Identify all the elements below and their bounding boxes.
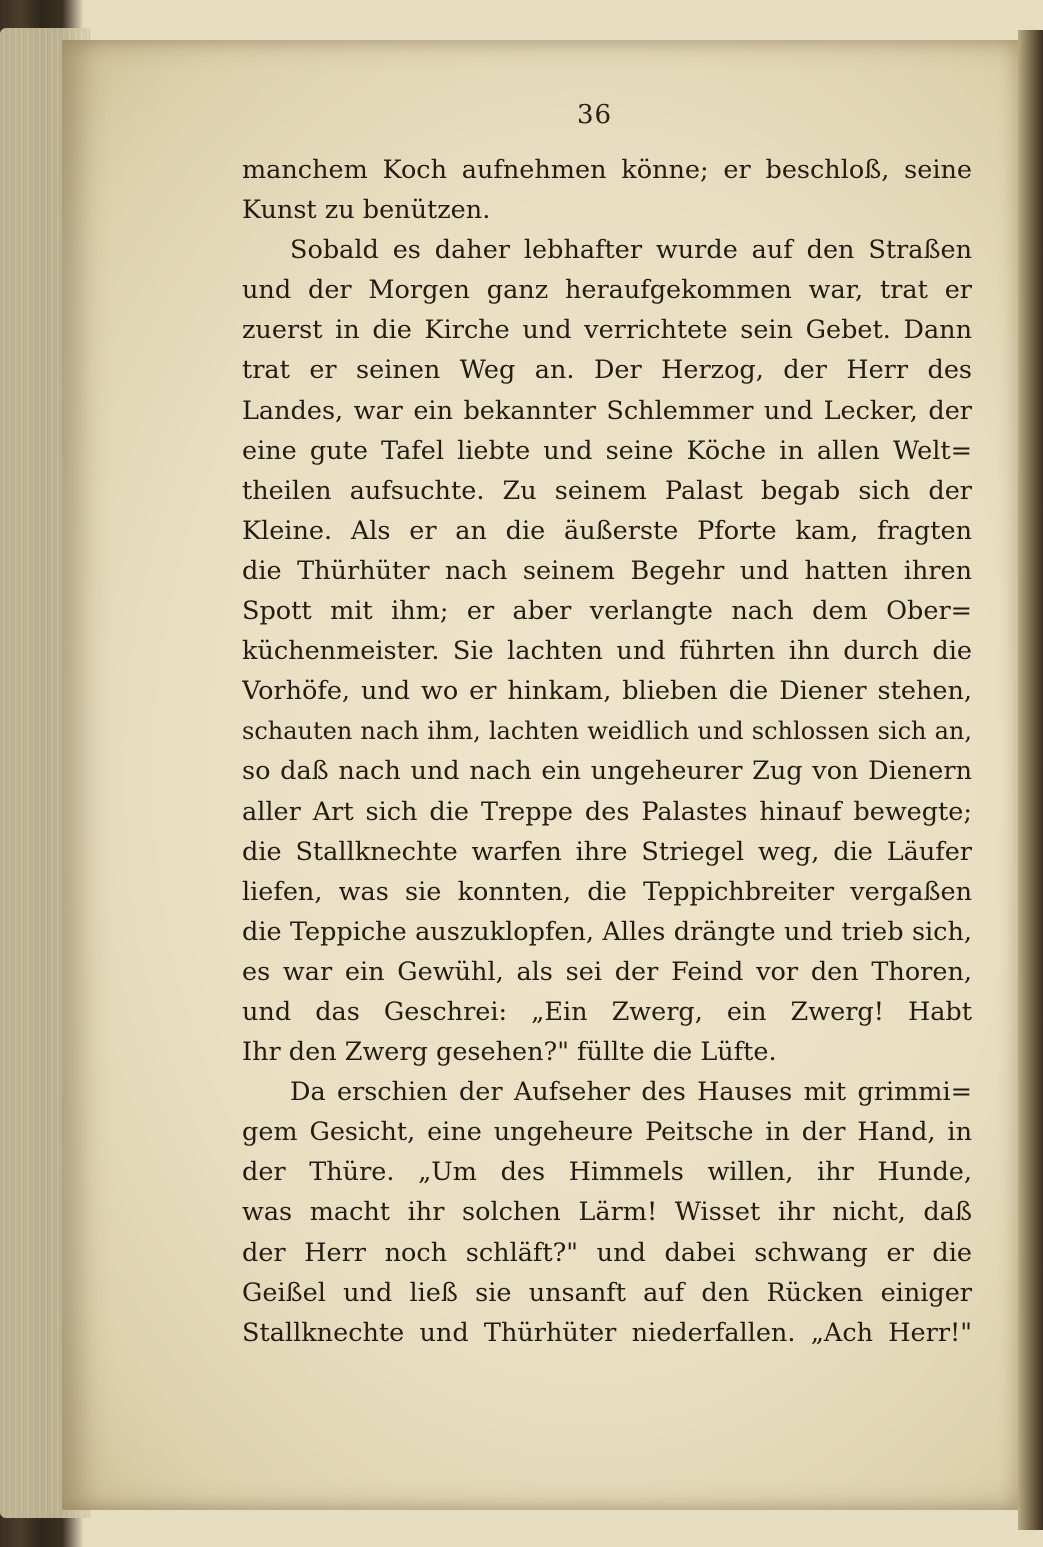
- text-line: schauten nach ihm, lachten weidlich und schlossen sich an,: [242, 717, 972, 746]
- text-line: manchem Koch aufnehmen könne; er beschloß, seine: [242, 155, 972, 185]
- text-line: so daß nach und nach ein ungeheurer Zug von Dienern: [242, 756, 972, 787]
- text-line: liefen, was sie konnten, die Teppichbreiter vergaßen: [242, 876, 972, 907]
- text-line: Kleine. Als er an die äußerste Pforte kam, fragten: [242, 515, 972, 546]
- text-line: küchenmeister. Sie lachten und führten ihn durch die: [242, 636, 972, 667]
- text-line: und der Morgen ganz heraufgekommen war, trat er: [242, 275, 972, 306]
- text-line: die Stallknechte warfen ihre Striegel weg, die Läufer: [242, 836, 972, 867]
- text-line: zuerst in die Kirche und verrichtete sein Gebet. Dann: [242, 315, 972, 346]
- text-line: Ihr den Zwerg gesehen?" füllte die Lüfte.: [242, 1037, 777, 1068]
- text-line: Spott mit ihm; er aber verlangte nach dem Ober=: [242, 596, 972, 627]
- text-line: was macht ihr solchen Lärm! Wisset ihr nicht, daß: [242, 1197, 972, 1228]
- text-line: es war ein Gewühl, als sei der Feind vor den Thoren,: [242, 956, 972, 987]
- text-line: aller Art sich die Treppe des Palastes hinauf bewegte;: [242, 796, 972, 827]
- text-line: die Teppiche auszuklopfen, Alles drängte und trieb sich,: [242, 916, 972, 947]
- text-line: der Herr noch schläft?" und dabei schwang er die: [242, 1237, 972, 1268]
- text-line: Vorhöfe, und wo er hinkam, blieben die Diener stehen,: [242, 676, 972, 707]
- text-line: und das Geschrei: „Ein Zwerg, ein Zwerg! Habt: [242, 996, 972, 1027]
- text-line: theilen aufsuchte. Zu seinem Palast begab sich der: [242, 475, 972, 506]
- text-line: Kunst zu benützen.: [242, 195, 491, 226]
- text-line: trat er seinen Weg an. Der Herzog, der Herr des: [242, 355, 972, 386]
- page-number: 36: [577, 100, 613, 130]
- text-line: der Thüre. „Um des Himmels willen, ihr Hunde,: [242, 1157, 972, 1188]
- text-line: Geißel und ließ sie unsanft auf den Rücken einiger: [242, 1277, 972, 1308]
- text-line: Stallknechte und Thürhüter niederfallen. „Ach Herr!": [242, 1317, 972, 1348]
- page-right-edge: [1018, 30, 1043, 1530]
- text-line: gem Gesicht, eine ungeheure Peitsche in der Hand, in: [242, 1117, 972, 1148]
- text-line: Landes, war ein bekannter Schlemmer und Lecker, der: [242, 395, 972, 426]
- text-line: eine gute Tafel liebte und seine Köche in allen Welt=: [242, 435, 972, 466]
- text-line: die Thürhüter nach seinem Begehr und hatten ihren: [242, 555, 972, 586]
- text-line: Sobald es daher lebhafter wurde auf den Straßen: [290, 235, 972, 266]
- body-text: [242, 150, 972, 1353]
- text-line: Da erschien der Aufseher des Hauses mit grimmi=: [290, 1077, 972, 1108]
